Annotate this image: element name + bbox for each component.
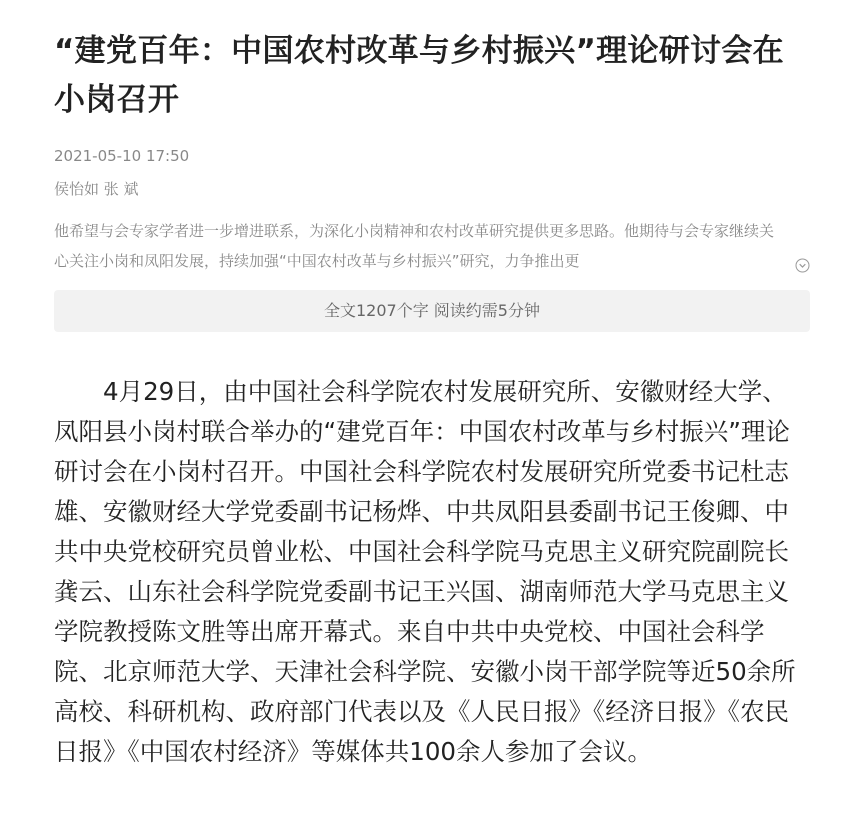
read-info-bar: 全文1207个字 阅读约需5分钟 <box>54 290 810 332</box>
article-body <box>54 372 810 772</box>
publish-date: 2021-05-10 17:50 <box>54 147 190 165</box>
author-line: 侯怡如 张 斌 <box>54 180 139 198</box>
summary-text: 他希望与会专家学者进一步增进联系，为深化小岗精神和农村改革研究提供更多思路。他期待与会专家继续关心关注小岗和凤阳发展，持续加强“中国农村改革与乡村振兴”研究，力争推出更 <box>54 222 775 270</box>
article-summary <box>54 216 810 276</box>
article <box>54 0 810 772</box>
article-title: “建党百年：中国农村改革与乡村振兴”理论研讨会在小岗召开 <box>54 33 784 118</box>
body-paragraph: 4月29日，由中国社会科学院农村发展研究所、安徽财经大学、凤阳县小岗村联合举办的“建党百年：中国农村改革与乡村振兴”理论研讨会在小岗村召开。中国社会科学院农村发展研究所党委书记杜志雄、安徽财经大学党委副书记杨烨、中共凤阳县委副书记王俊卿、中共中央党校研究员曾业松、中国社会科学院马克思主义研究院副院长龚云、山东社会科学院党委副书记王兴国、湖南师范大学马克思主义学院教授陈文胜等出席开幕式。来自中共中央党校、中国社会科学院、北京师范大学、天津社会科学院、安徽小岗干部学院等近50余所高校、科研机构、政府部门代表以及《人民日报》《经济日报》《农民日报》《中国农村经济》等媒体共100余人参加了会议。 <box>54 377 796 766</box>
chevron-down-circle-icon[interactable] <box>795 253 810 268</box>
